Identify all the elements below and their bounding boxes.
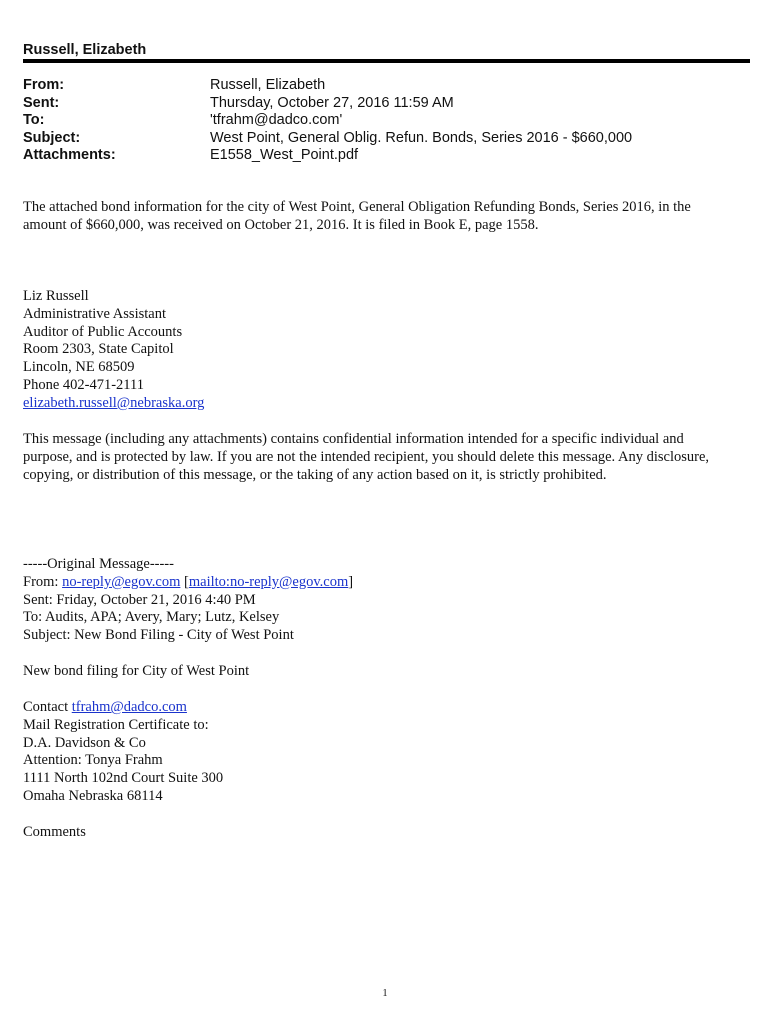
original-message-separator: -----Original Message----- xyxy=(23,556,174,572)
original-from-email-link[interactable]: no-reply@egov.com xyxy=(62,573,181,590)
mail-cert-line: Mail Registration Certificate to: xyxy=(23,716,209,733)
disclaimer-line: This message (including any attachments) contains confidential information intended for a specific individual and xyxy=(23,431,684,447)
signature-room: Room 2303, State Capitol xyxy=(23,341,174,358)
from-label: From: xyxy=(23,77,65,93)
header-row-from xyxy=(23,77,632,95)
header-row-attachments xyxy=(23,147,632,165)
original-from-close-bracket: ] xyxy=(348,573,354,590)
contact-block xyxy=(23,699,750,806)
city-line: Omaha Nebraska 68114 xyxy=(23,787,163,804)
disclaimer-line: purpose, and is protected by law. If you are not the intended recipient, you should delete this message. Any disclosure, xyxy=(23,448,710,465)
header-row-sent xyxy=(23,95,632,113)
original-from-line xyxy=(23,574,750,592)
disclaimer-line: copying, or distribution of this message, or the taking of any action based on it, is strictly prohibited. xyxy=(23,466,607,483)
attention-line: Attention: Tonya Frahm xyxy=(23,752,163,769)
original-from-prefix: From: xyxy=(23,573,63,590)
subject-value: West Point, General Oblig. Refun. Bonds, Series 2016 - $660,000 xyxy=(210,129,633,146)
subject-label: Subject: xyxy=(23,129,81,146)
to-label: To: xyxy=(23,112,45,129)
disclaimer-paragraph xyxy=(23,431,750,484)
sent-value: Thursday, October 27, 2016 11:59 AM xyxy=(210,94,454,111)
filing-line: New bond filing for City of West Point xyxy=(23,663,250,679)
original-to-line: To: Audits, APA; Avery, Mary; Lutz, Kelsey xyxy=(23,609,280,626)
signature-title: Administrative Assistant xyxy=(23,305,166,322)
from-value: Russell, Elizabeth xyxy=(210,77,326,93)
original-from-open-bracket: [ xyxy=(180,573,189,590)
signature-name: Liz Russell xyxy=(23,288,89,304)
company-line: D.A. Davidson & Co xyxy=(23,734,146,751)
signature-phone: Phone 402-471-2111 xyxy=(23,376,144,393)
original-message-header xyxy=(23,556,750,645)
original-sent-line: Sent: Friday, October 21, 2016 4:40 PM xyxy=(23,591,256,608)
street-line: 1111 North 102nd Court Suite 300 xyxy=(23,770,224,787)
attachments-label: Attachments: xyxy=(23,147,116,164)
sender-name: Russell, Elizabeth xyxy=(23,42,147,58)
intro-paragraph xyxy=(23,199,750,235)
signature-block xyxy=(23,288,750,413)
attachment-file[interactable]: E1558_West_Point.pdf xyxy=(210,147,359,164)
intro-line: amount of $660,000, was received on October 21, 2016. It is filed in Book E, page 1558. xyxy=(23,216,539,233)
header-row-to xyxy=(23,112,632,130)
contact-line xyxy=(23,699,750,717)
signature-email-link[interactable]: elizabeth.russell@nebraska.org xyxy=(23,394,205,411)
sent-label: Sent: xyxy=(23,94,60,111)
email-headers xyxy=(23,77,632,165)
intro-line: The attached bond information for the city of West Point, General Obligation Refunding Bonds, Series 2016, in the xyxy=(23,199,691,215)
to-value: 'tfrahm@dadco.com' xyxy=(210,112,343,129)
contact-email-link[interactable]: tfrahm@dadco.com xyxy=(71,699,187,715)
comments-label: Comments xyxy=(23,824,86,840)
page-number: 1 xyxy=(382,988,388,999)
header-divider xyxy=(23,59,750,63)
contact-prefix: Contact xyxy=(23,699,72,715)
signature-office: Auditor of Public Accounts xyxy=(23,323,183,340)
original-subject-line: Subject: New Bond Filing - City of West Point xyxy=(23,627,294,644)
original-mailto-link[interactable]: mailto:no-reply@egov.com xyxy=(188,573,349,590)
header-row-subject xyxy=(23,130,632,148)
signature-city: Lincoln, NE 68509 xyxy=(23,359,135,376)
